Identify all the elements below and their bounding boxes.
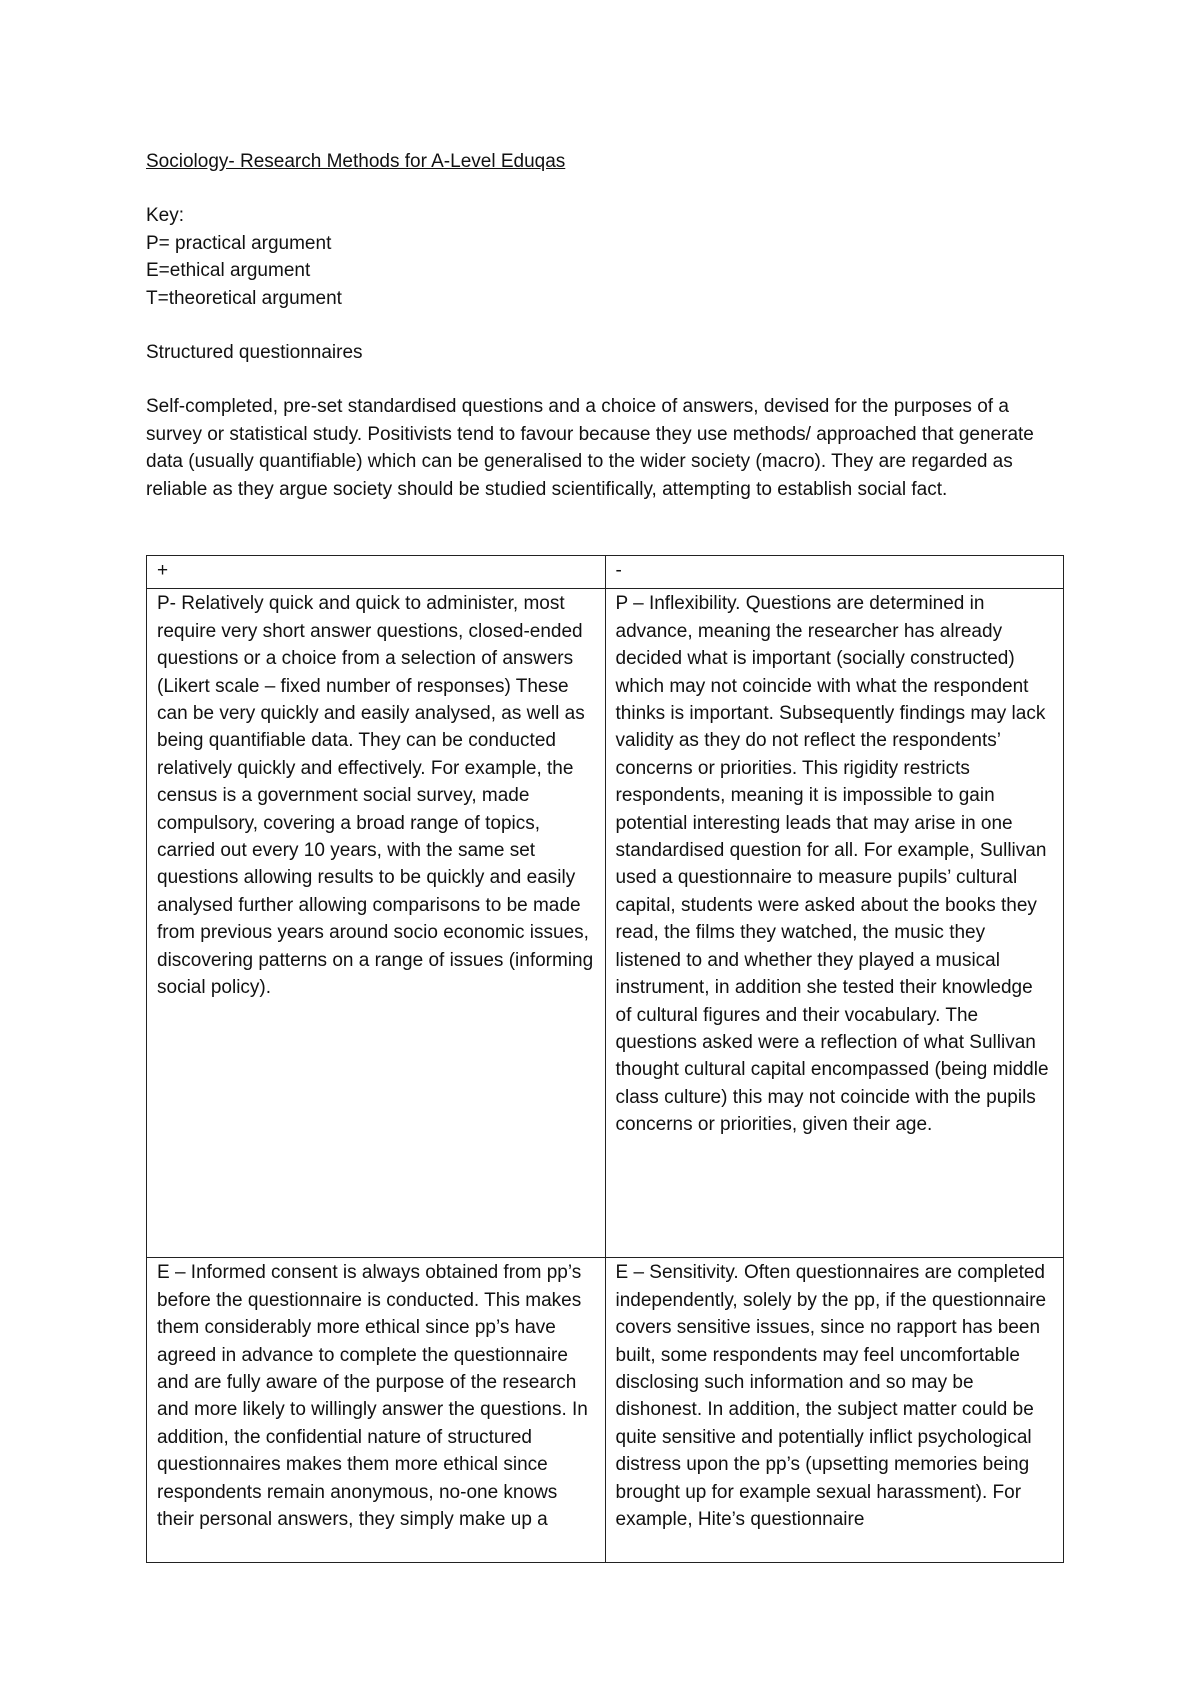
cell-practical-disadvantage: P – Inflexibility. Questions are determined in advance, meaning the researcher has already decided what is important (socially constructed) which may not coincide with what the respondent thinks is important. Subsequently findings may lack validity as they do not reflect the respondents’ concerns or priorities. This rigidity restricts respondents, meaning it is impossible to gain potential interesting leads that may arise in one standardised question for all. For example, Sullivan used a questionnaire to measure pupils’ cultural capital, students were asked about the books they read, the films they watched, the music they listened to and whether they played a musical instrument, in addition she tested their knowledge of cultural figures and their vocabulary. The questions asked were a reflection of what Sullivan thought cultural capital encompassed (being middle class culture) this may not coincide with the pupils concerns or priorities, given their age. (605, 589, 1064, 1258)
spacer (146, 312, 1066, 339)
intro-paragraph: Self-completed, pre-set standardised questions and a choice of answers, devised for the purposes of a survey or statistical study. Positivists tend to favour because they use methods/ approached that generate data (usually quantifiable) which can be generalised to the wider society (macro). They are regarded as reliable as they argue society should be studied scientifically, attempting to establish social fact. (146, 396, 1034, 500)
table-header-row (147, 556, 1064, 589)
document-title: Sociology- Research Methods for A-Level Eduqas (146, 151, 566, 172)
pros-cons-table (146, 555, 1064, 1563)
table-row (147, 1258, 1064, 1563)
cell-ethical-disadvantage: E – Sensitivity. Often questionnaires are completed independently, solely by the pp, if the questionnaire covers sensitive issues, since no rapport has been built, some respondents may feel uncomfortable disclosing such information and so may be dishonest. In addition, the subject matter could be quite sensitive and potentially inflict psychological distress upon the pp’s (upsetting memories being brought up for example sexual harassment). For example, Hite’s questionnaire (605, 1258, 1064, 1563)
header-advantages: + (147, 556, 606, 589)
key-item-practical: P= practical argument (146, 232, 332, 254)
spacer (146, 366, 1066, 393)
header-disadvantages: - (605, 556, 1064, 589)
document-body (146, 148, 1066, 503)
cell-ethical-advantage: E – Informed consent is always obtained from pp’s before the questionnaire is conducted. This makes them considerably more ethical since pp’s have agreed in advance to complete the questionnaire and are fully aware of the purpose of the research and more likely to willingly answer the questions. In addition, the confidential nature of structured questionnaires makes them more ethical since respondents remain anonymous, no-one knows their personal answers, they simply make up a (147, 1258, 606, 1563)
cell-practical-advantage: P- Relatively quick and quick to administer, most require very short answer questions, closed-ended questions or a choice from a selection of answers (Likert scale – fixed number of responses) These can be very quickly and easily analysed, as well as being quantifiable data. They can be conducted relatively quickly and effectively. For example, the census is a government social survey, made compulsory, covering a broad range of topics, carried out every 10 years, with the same set questions allowing results to be quickly and easily analysed further allowing comparisons to be made from previous years around socio economic issues, discovering patterns on a range of issues (informing social policy). (147, 589, 606, 1258)
key-item-theoretical: T=theoretical argument (146, 287, 342, 309)
section-title: Structured questionnaires (146, 342, 363, 364)
key-heading: Key: (146, 205, 185, 227)
table-row (147, 589, 1064, 1258)
spacer (146, 175, 1066, 202)
key-item-ethical: E=ethical argument (146, 260, 311, 282)
